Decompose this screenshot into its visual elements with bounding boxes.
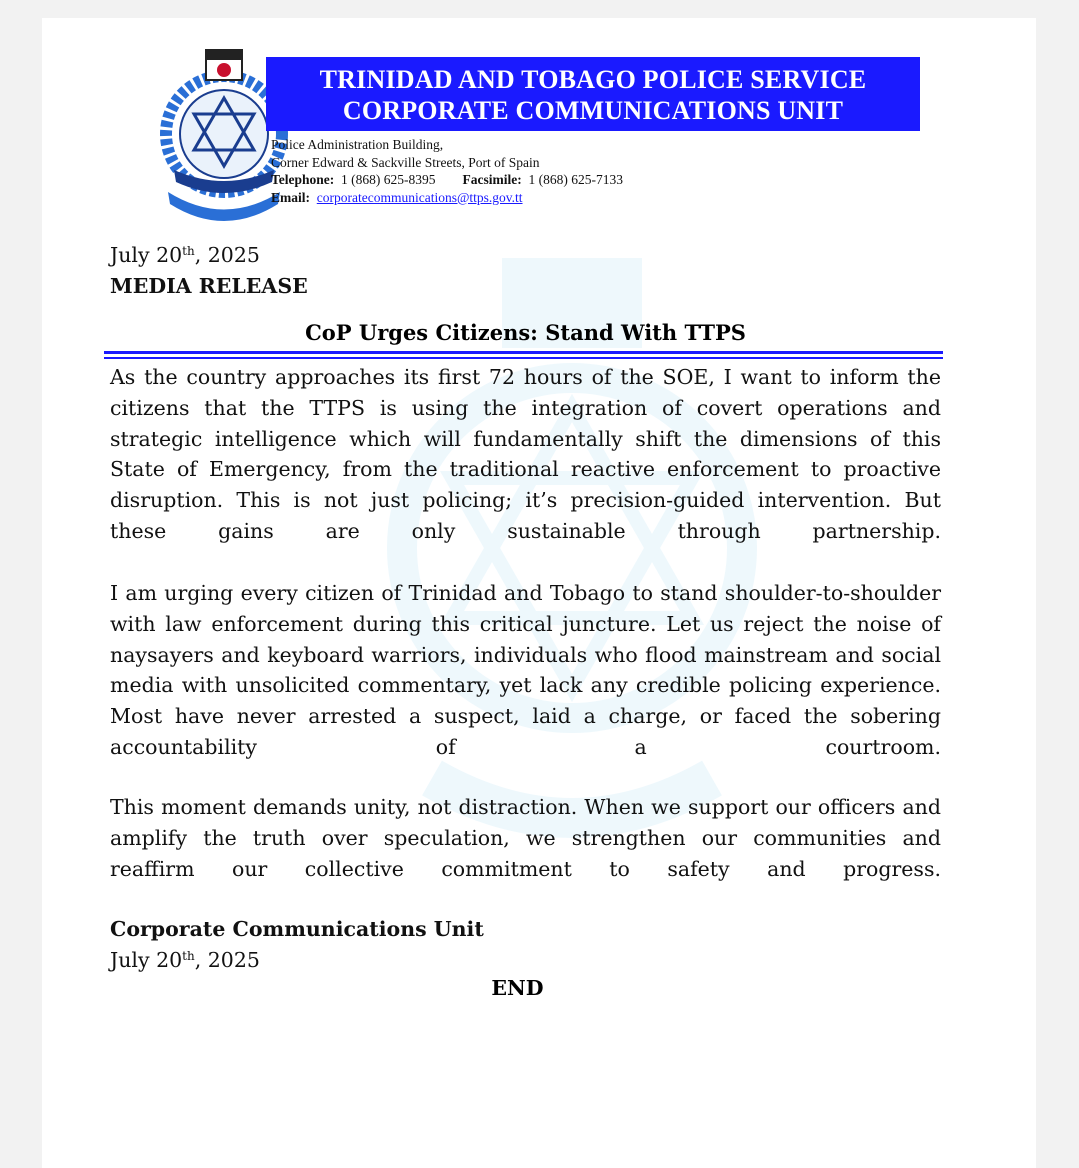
address-line-2: Corner Edward & Sackville Streets, Port of Spain bbox=[271, 154, 540, 170]
release-date bbox=[110, 240, 941, 271]
email-link[interactable]: corporatecommunications@ttps.gov.tt bbox=[316, 189, 523, 205]
paragraph-1: As the country approaches its first 72 hours of the SOE, I want to inform the citizens that the TTPS is using the integration of covert operations and strategic intelligence which will fundamentally shift the dimensions of this State of Emergency, from the traditional reactive enforcement to proactive disruption. This is not just policing; it’s precision-guided intervention. But these gains are only sustainable through partnership. bbox=[110, 365, 941, 543]
release-type: MEDIA RELEASE bbox=[110, 273, 308, 298]
signoff-unit: Corporate Communications Unit bbox=[110, 917, 484, 941]
email-label: Email: bbox=[271, 189, 310, 205]
contact-block bbox=[271, 136, 623, 206]
signoff-date-suffix: th bbox=[182, 948, 195, 963]
fax-label: Facsimile: bbox=[462, 172, 522, 187]
banner-line-1: TRINIDAD AND TOBAGO POLICE SERVICE bbox=[319, 65, 867, 94]
banner-line-2: CORPORATE COMMUNICATIONS UNIT bbox=[342, 96, 844, 125]
end-marker: END bbox=[491, 976, 544, 1000]
date-year: , 2025 bbox=[194, 243, 260, 267]
date-suffix: th bbox=[182, 244, 195, 258]
email-line bbox=[271, 189, 623, 207]
headline-rule-thin bbox=[104, 357, 943, 359]
fax-value: 1 (868) 625-7133 bbox=[528, 172, 623, 187]
telephone-label: Telephone: bbox=[271, 172, 335, 187]
address-line-1: Police Administration Building, bbox=[271, 137, 444, 152]
paragraph-3: This moment demands unity, not distraction. When we support our officers and amplify the truth over speculation, we strengthen our communities and reaffirm our collective commitment to safety and progress. bbox=[110, 795, 941, 881]
signoff-date bbox=[110, 945, 941, 976]
header-banner bbox=[266, 57, 920, 131]
date-month: July 20 bbox=[110, 243, 183, 267]
headline: CoP Urges Citizens: Stand With TTPS bbox=[305, 320, 746, 345]
media-release-page bbox=[42, 18, 1036, 1168]
paragraph-2: I am urging every citizen of Trinidad and Tobago to stand shoulder-to-shoulder with law enforcement during this critical juncture. Let us reject the noise of naysayers and keyboard warriors, individuals who flood mainstream and social media with unsolicited commentary, yet lack any credible policing experience. Most have never arrested a suspect, laid a charge, or faced the sobering accountability of a courtroom. bbox=[110, 581, 941, 759]
telephone-value: 1 (868) 625-8395 bbox=[341, 172, 436, 187]
release-date-block bbox=[110, 240, 941, 302]
headline-rule-thick bbox=[104, 351, 943, 354]
signoff-block bbox=[110, 914, 941, 976]
phone-fax-line bbox=[271, 171, 623, 189]
signoff-date-month: July 20 bbox=[110, 947, 183, 972]
signoff-date-year: , 2025 bbox=[194, 947, 260, 972]
